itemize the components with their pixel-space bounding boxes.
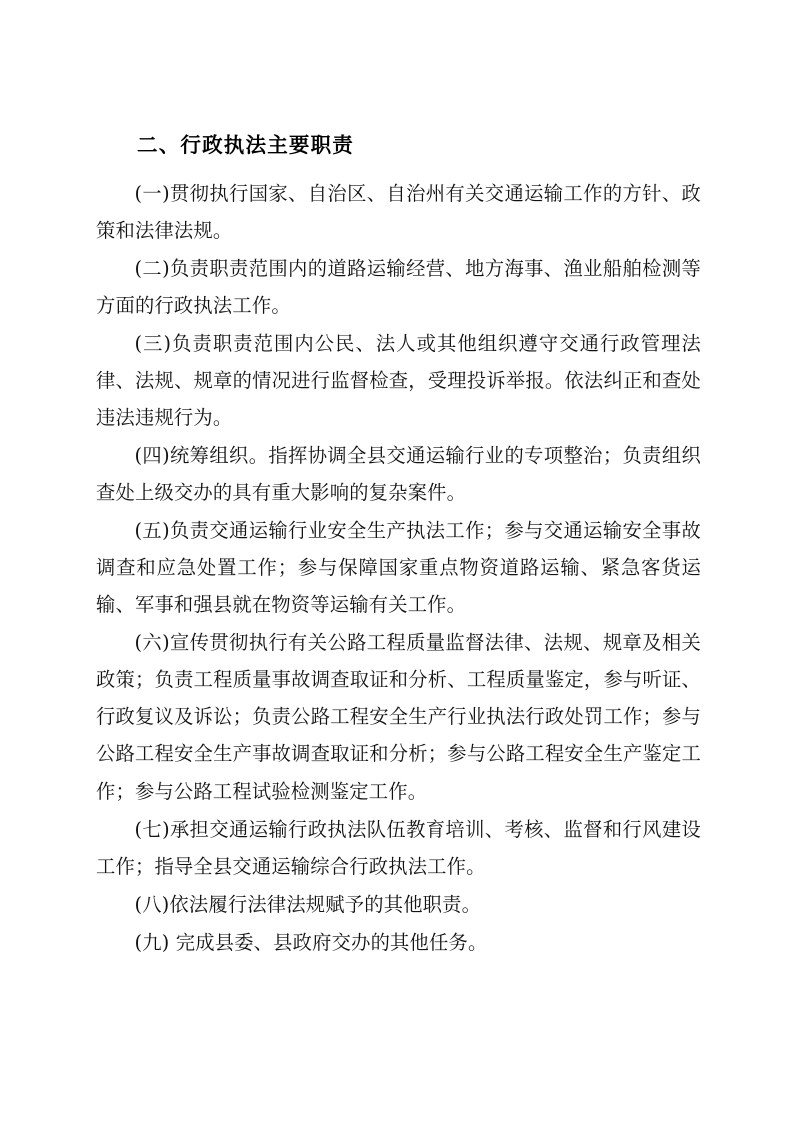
paragraph-8: (八)依法履行法律法规赋予的其他职责。 xyxy=(134,892,482,916)
paragraph-2: (二)负责职责范围内的道路运输经营、地方海事、渔业船舶检测等方面的行政执法工作。 xyxy=(96,256,701,317)
paragraph-9: (九) 完成县委、县政府交办的其他任务。 xyxy=(134,930,488,954)
paragraph-1: (一)贯彻执行国家、自治区、自治州有关交通运输工作的方针、政策和法律法规。 xyxy=(96,181,701,242)
paragraph-3: (三)负责职责范围内公民、法人或其他组织遵守交通行政管理法律、法规、规章的情况进行监督检查，受理投诉举报。依法纠正和查处违法违规行为。 xyxy=(96,331,701,430)
paragraph-6: (六)宣传贯彻执行有关公路工程质量监督法律、法规、规章及相关政策；负责工程质量事故调查取证和分析、工程质量鉴定，参与听证、行政复议及诉讼；负责公路工程安全生产行业执法行政处罚工作；参与公路工程安全生产事故调查取证和分析；参与公路工程安全生产鉴定工作；参与公路工程试验检测鉴定工作。 xyxy=(96,631,701,803)
paragraph-7: (七)承担交通运输行政执法队伍教育培训、考核、监督和行风建设工作；指导全县交通运输综合行政执法工作。 xyxy=(96,817,701,878)
paragraph-5: (五)负责交通运输行业安全生产执法工作；参与交通运输安全事故调查和应急处置工作；参与保障国家重点物资道路运输、紧急客货运输、军事和强县就在物资等运输有关工作。 xyxy=(96,519,701,617)
paragraph-4: (四)统筹组织。指挥协调全县交通运输行业的专项整治；负责组织查处上级交办的具有重大影响的复杂案件。 xyxy=(96,444,701,505)
section-heading: 二、行政执法主要职责 xyxy=(137,133,354,157)
